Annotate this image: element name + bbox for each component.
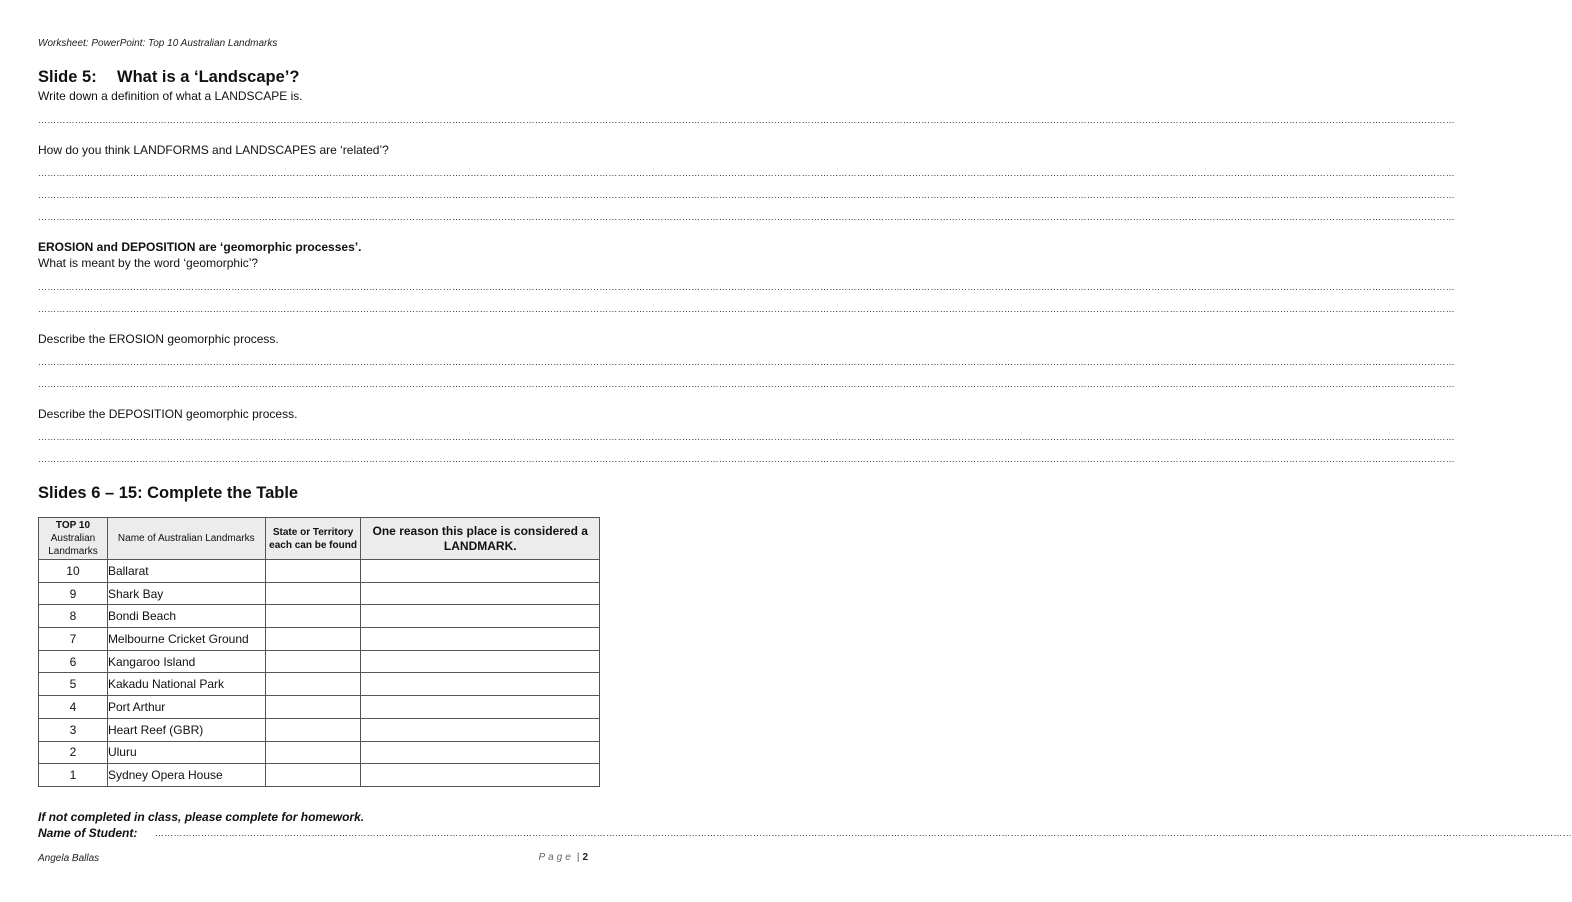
state-cell[interactable] — [265, 628, 361, 651]
table-section-title: Slides 6 – 15: Complete the Table — [38, 484, 299, 502]
landmarks-table — [38, 517, 600, 787]
header-state-line1: State or Territory — [272, 526, 354, 538]
footer-author: Angela Ballas — [38, 853, 100, 864]
answer-line-geomorphic-2[interactable]: ………………………………………………………………………………………………………………………………………………………………………………………………………………………………………………………………………………………………………………………………………………………………………………………………………………………… — [38, 304, 1455, 314]
reason-cell[interactable] — [361, 650, 600, 673]
landmark-name-cell: Uluru — [107, 741, 265, 764]
reason-cell[interactable] — [361, 741, 600, 764]
rank-cell: 7 — [39, 628, 108, 651]
table-row — [39, 582, 600, 605]
answer-line-erosion-2[interactable]: ………………………………………………………………………………………………………………………………………………………………………………………………………………………………………………………………………………………………………………………………………………………………………………………………………………………… — [38, 379, 1455, 389]
answer-line-deposition-2[interactable]: ………………………………………………………………………………………………………………………………………………………………………………………………………………………………………………………………………………………………………………………………………………………………………………………………………………………… — [38, 454, 1455, 464]
slide5-number: Slide 5: — [38, 68, 97, 86]
rank-cell: 8 — [39, 605, 108, 628]
footer-page-number: 2 — [582, 852, 588, 863]
header-rank-line3: Landmarks — [48, 546, 98, 557]
state-cell[interactable] — [265, 718, 361, 741]
table-row — [39, 741, 600, 764]
rank-cell: 4 — [39, 696, 108, 719]
answer-line-deposition-1[interactable]: ………………………………………………………………………………………………………………………………………………………………………………………………………………………………………………………………………………………………………………………………………………………………………………………………………………………… — [38, 432, 1455, 442]
question-definition: Write down a definition of what a LANDSCAPE is. — [38, 89, 303, 103]
rank-cell: 10 — [39, 560, 108, 583]
footer-page-separator: | — [576, 852, 580, 863]
reason-cell[interactable] — [361, 673, 600, 696]
table-row — [39, 650, 600, 673]
reason-cell[interactable] — [361, 628, 600, 651]
rank-cell: 6 — [39, 650, 108, 673]
rank-cell: 5 — [39, 673, 108, 696]
answer-line-related-2[interactable]: ………………………………………………………………………………………………………………………………………………………………………………………………………………………………………………………………………………………………………………………………………………………………………………………………………………………… — [38, 190, 1455, 200]
header-name-label: Name of Australian Landmarks — [117, 533, 255, 544]
student-name-label: Name of Student: — [38, 826, 138, 840]
footer-page-word: Page — [538, 852, 574, 863]
reason-cell[interactable] — [361, 560, 600, 583]
landmark-name-cell: Shark Bay — [107, 582, 265, 605]
header-reason-line2: LANDMARK. — [443, 538, 517, 553]
table-row — [39, 628, 600, 651]
state-cell[interactable] — [265, 696, 361, 719]
landmark-name-cell: Kakadu National Park — [107, 673, 265, 696]
header-rank — [39, 518, 108, 560]
rank-cell: 3 — [39, 718, 108, 741]
table-row — [39, 696, 600, 719]
table-row — [39, 718, 600, 741]
reason-cell[interactable] — [361, 764, 600, 787]
question-geomorphic: What is meant by the word ‘geomorphic’? — [38, 256, 259, 270]
header-state-line2: each can be found — [269, 539, 357, 551]
footer-page — [538, 852, 588, 863]
state-cell[interactable] — [265, 560, 361, 583]
table-row — [39, 673, 600, 696]
table-row — [39, 560, 600, 583]
header-state — [265, 518, 361, 560]
rank-cell: 1 — [39, 764, 108, 787]
homework-note: If not completed in class, please complete for homework. — [38, 810, 365, 824]
header-reason-line1: One reason this place is considered a — [372, 523, 588, 538]
header-name — [107, 518, 265, 560]
page-header: Worksheet: PowerPoint: Top 10 Australian Landmarks — [38, 38, 278, 49]
rank-cell: 9 — [39, 582, 108, 605]
state-cell[interactable] — [265, 605, 361, 628]
table-row — [39, 605, 600, 628]
processes-heading: EROSION and DEPOSITION are ‘geomorphic processes’. — [38, 240, 362, 254]
state-cell[interactable] — [265, 673, 361, 696]
landmark-name-cell: Sydney Opera House — [107, 764, 265, 787]
answer-line-geomorphic-1[interactable]: ………………………………………………………………………………………………………………………………………………………………………………………………………………………………………………………………………………………………………………………………………………………………………………………………………………………… — [38, 282, 1455, 292]
reason-cell[interactable] — [361, 605, 600, 628]
landmark-name-cell: Kangaroo Island — [107, 650, 265, 673]
answer-line-related-3[interactable]: ………………………………………………………………………………………………………………………………………………………………………………………………………………………………………………………………………………………………………………………………………………………………………………………………………………………… — [38, 212, 1455, 222]
rank-cell: 2 — [39, 741, 108, 764]
state-cell[interactable] — [265, 582, 361, 605]
landmark-name-cell: Bondi Beach — [107, 605, 265, 628]
answer-line-related-1[interactable]: ………………………………………………………………………………………………………………………………………………………………………………………………………………………………………………………………………………………………………………………………………………………………………………………………………………………… — [38, 168, 1455, 178]
question-related: How do you think LANDFORMS and LANDSCAPES are ‘related’? — [38, 143, 389, 157]
state-cell[interactable] — [265, 764, 361, 787]
landmark-name-cell: Ballarat — [107, 560, 265, 583]
reason-cell[interactable] — [361, 582, 600, 605]
header-reason — [361, 518, 600, 560]
answer-line-definition[interactable]: ………………………………………………………………………………………………………………………………………………………………………………………………………………………………………………………………………………………………………………………………………………………………………………………………………………………… — [38, 115, 1455, 125]
table-row — [39, 764, 600, 787]
header-rank-line2: Australian — [50, 533, 96, 544]
landmark-name-cell: Heart Reef (GBR) — [107, 718, 265, 741]
slide5-title: What is a ‘Landscape’? — [117, 68, 300, 86]
student-name-line[interactable]: ………………………………………………………………………………………………………………………………………………………………………………………………………………………………………………………………………………………………………………………………………………………………………………………………………………………… — [155, 828, 1572, 838]
header-rank-line1: TOP 10 — [55, 520, 91, 531]
state-cell[interactable] — [265, 650, 361, 673]
question-erosion: Describe the EROSION geomorphic process. — [38, 332, 279, 346]
reason-cell[interactable] — [361, 718, 600, 741]
reason-cell[interactable] — [361, 696, 600, 719]
landmark-name-cell: Port Arthur — [107, 696, 265, 719]
state-cell[interactable] — [265, 741, 361, 764]
answer-line-erosion-1[interactable]: ………………………………………………………………………………………………………………………………………………………………………………………………………………………………………………………………………………………………………………………………………………………………………………………………………………………… — [38, 357, 1455, 367]
table-header-row — [39, 518, 600, 560]
landmark-name-cell: Melbourne Cricket Ground — [107, 628, 265, 651]
question-deposition: Describe the DEPOSITION geomorphic process. — [38, 407, 298, 421]
